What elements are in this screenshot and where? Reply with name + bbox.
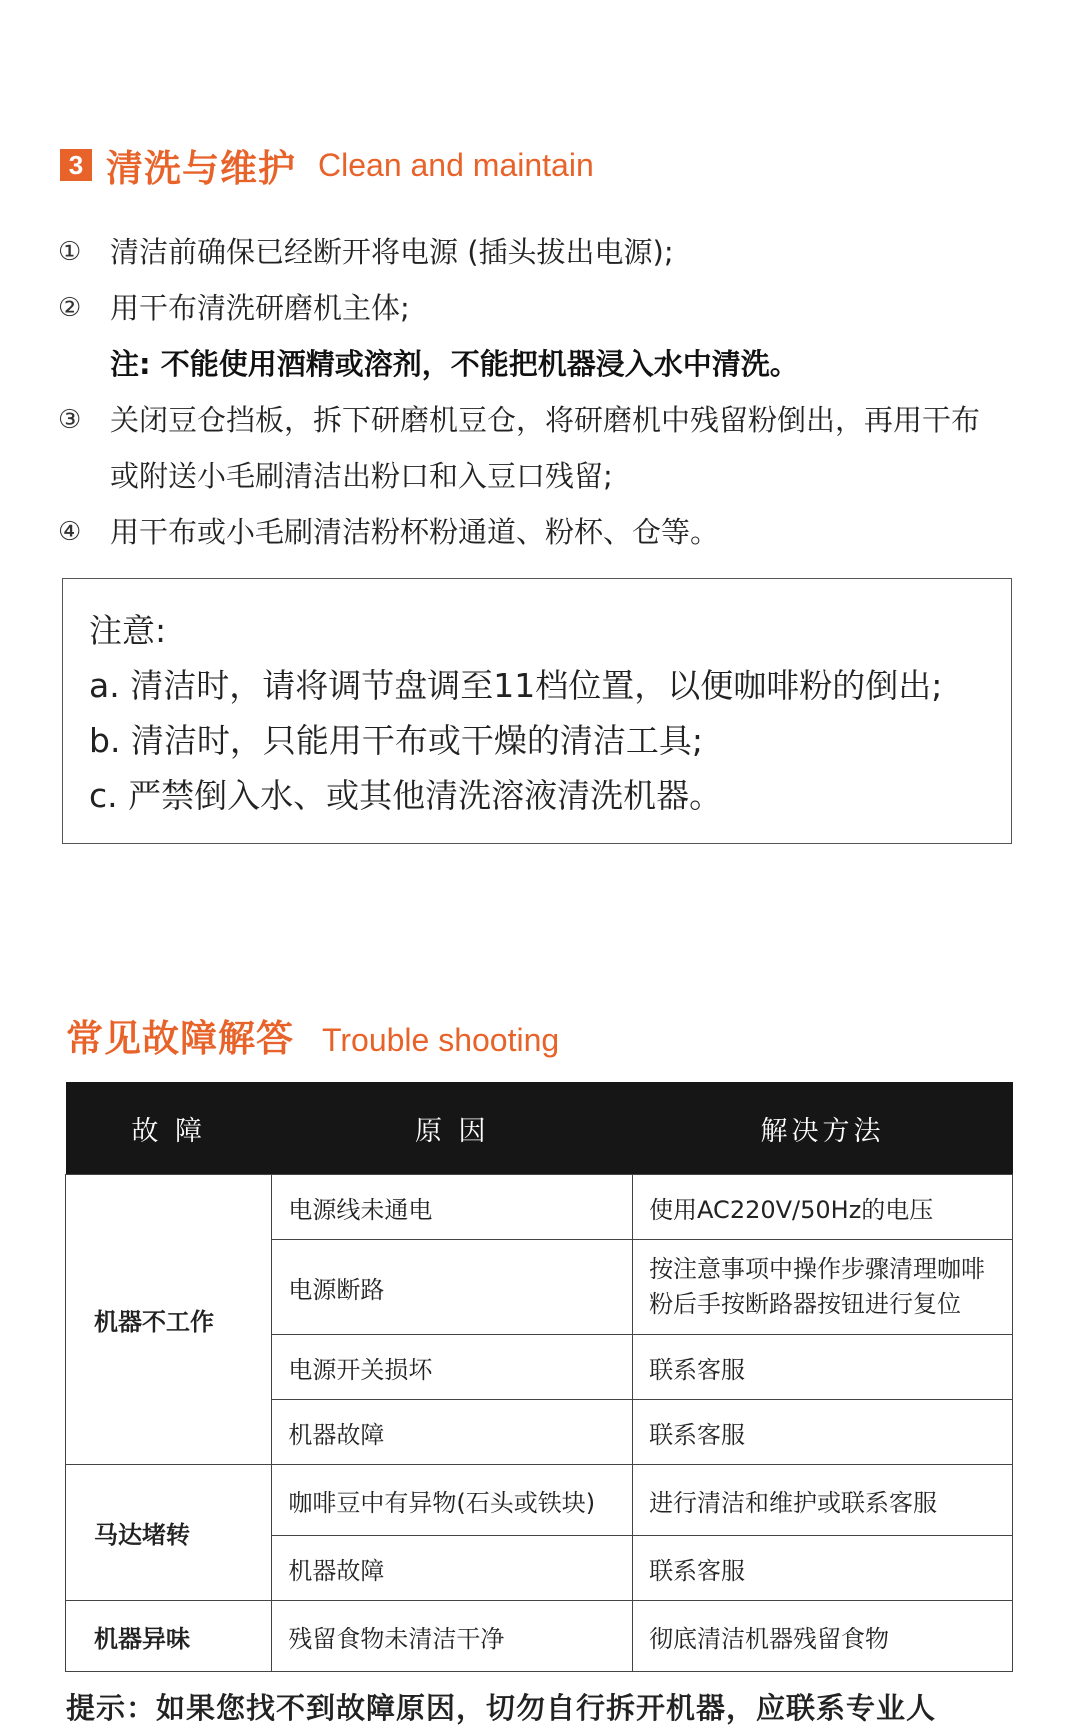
cleaning-steps-list: [58, 224, 1018, 560]
list-item: [58, 392, 1018, 448]
table-row: [66, 1601, 1013, 1672]
troubleshooting-title-en: Trouble shooting: [322, 1022, 560, 1058]
solution-cell: 进行清洁和维护或联系客服: [633, 1465, 1013, 1536]
step-number: [58, 336, 110, 392]
step-number: ④: [58, 517, 82, 547]
fault-cell: 马达堵转: [66, 1465, 272, 1601]
notice-line: c. 严禁倒入水、或其他清洗溶液清洗机器。: [89, 776, 723, 815]
step-note-text: 注: 不能使用酒精或溶剂，不能把机器浸入水中清洗。: [110, 347, 799, 381]
header-solution: 解决方法: [633, 1082, 1013, 1175]
list-item: [58, 224, 1018, 280]
table-row: [66, 1465, 1013, 1536]
cause-cell: 电源断路: [272, 1240, 633, 1335]
solution-cell: 彻底清洁机器残留食物: [633, 1601, 1013, 1672]
list-item-note: [58, 336, 1018, 392]
step-number: ①: [58, 237, 82, 267]
table-row: [66, 1175, 1013, 1240]
solution-cell: 联系客服: [633, 1335, 1013, 1400]
notice-line: a. 清洁时，请将调节盘调至11档位置，以便咖啡粉的倒出;: [89, 666, 943, 705]
solution-cell: 联系客服: [633, 1400, 1013, 1465]
troubleshooting-table: [65, 1082, 1013, 1672]
fault-cell: 机器不工作: [66, 1175, 272, 1465]
notice-box: [62, 578, 1012, 844]
list-item: [58, 504, 1018, 560]
cause-cell: 机器故障: [272, 1400, 633, 1465]
notice-title: 注意:: [89, 611, 167, 650]
troubleshooting-title-cn: 常见故障解答: [66, 1017, 294, 1060]
section-title-en: Clean and maintain: [318, 146, 594, 183]
step-text: 用干布清洗研磨机主体;: [110, 291, 410, 325]
list-item: [58, 280, 1018, 336]
solution-cell: 按注意事项中操作步骤清理咖啡粉后手按断路器按钮进行复位: [633, 1240, 1013, 1335]
cause-cell: 咖啡豆中有异物(石头或铁块): [272, 1465, 633, 1536]
troubleshooting-header: [66, 1008, 559, 1062]
solution-cell: 使用AC220V/50Hz的电压: [633, 1175, 1013, 1240]
cause-cell: 残留食物未清洁干净: [272, 1601, 633, 1672]
notice-line: b. 清洁时，只能用干布或干燥的清洁工具;: [89, 721, 704, 760]
table-header-row: [66, 1082, 1013, 1175]
cause-cell: 电源开关损坏: [272, 1335, 633, 1400]
step-number: ③: [58, 405, 82, 435]
header-cause: 原 因: [272, 1082, 633, 1175]
step-text: 清洁前确保已经断开将电源 (插头拔出电源);: [110, 235, 674, 269]
cause-cell: 电源线未通电: [272, 1175, 633, 1240]
cause-cell: 机器故障: [272, 1536, 633, 1601]
section-title-cn: 清洗与维护: [106, 147, 296, 190]
header-fault: 故 障: [66, 1082, 272, 1175]
section-number-badge: 3: [60, 149, 92, 181]
step-text: 用干布或小毛刷清洁粉杯粉通道、粉杯、仓等。: [110, 515, 720, 549]
step-text: 关闭豆仓挡板，拆下研磨机豆仓，将研磨机中残留粉倒出，再用干布: [110, 403, 981, 437]
fault-cell: 机器异味: [66, 1601, 272, 1672]
step-number: ②: [58, 293, 82, 323]
section-header: [60, 138, 594, 192]
step-text-continued: 或附送小毛刷清洁出粉口和入豆口残留;: [110, 459, 613, 493]
solution-cell: 联系客服: [633, 1536, 1013, 1601]
tip-text: 提示：如果您找不到故障原因，切勿自行拆开机器，应联系专业人: [66, 1691, 937, 1725]
